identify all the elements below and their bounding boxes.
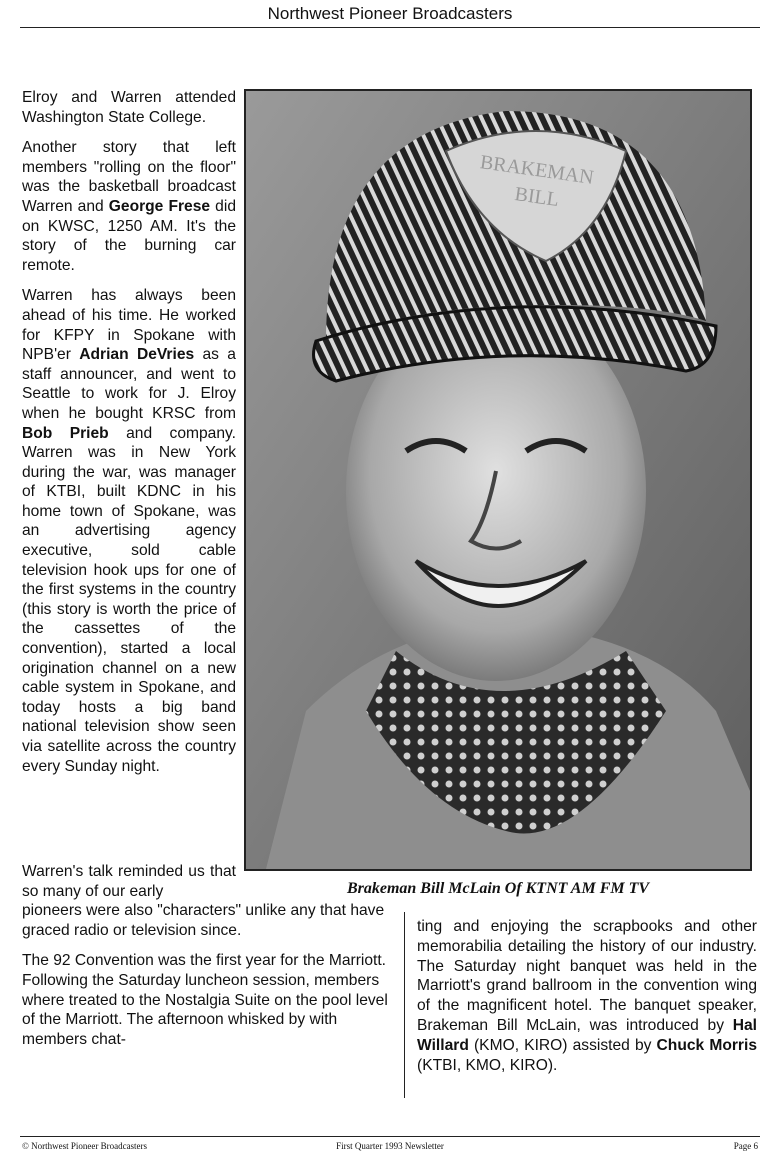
left-column [22,88,236,787]
paragraph: Another story that left members "rolling on the floor" was the basketball broadcast Warren and George Frese did on KWSC, 1250 AM. It's the story of the burning car remote. [22,139,236,274]
column-divider [404,912,405,1098]
footer-page-number: Page 6 [733,1141,758,1151]
paragraph: ting and enjoying the scrapbooks and other memorabilia detailing the history of our industry. The Saturday night banquet was held in the Marriott's grand ballroom in the convention wing of the magnificent hotel. The banquet speaker, Brakeman Bill McLain, was introduced by Hal Willard (KMO, KIRO) assisted by Chuck Morris (KTBI, KMO, KIRO). [417,918,757,1074]
footer-copyright: © Northwest Pioneer Broadcasters [22,1141,148,1151]
cap-badge-text: BRAKEMAN [478,151,596,189]
cap-badge-text: BILL [513,183,561,212]
paragraph: Elroy and Warren attended Washington State College. [22,89,236,126]
portrait-illustration [246,91,750,869]
photo-brakeman-bill [244,89,752,871]
header-rule [20,27,760,28]
paragraph: Warren's talk reminded us that so many of our early pioneers were also "characters" unlike any that have graced radio or television since. [22,863,385,939]
right-column [417,917,757,1075]
footer-issue: First Quarter 1993 Newsletter [336,1141,444,1151]
page-header-title: Northwest Pioneer Broadcasters [267,4,513,23]
photo-caption: Brakeman Bill McLain Of KTNT AM FM TV [346,880,650,897]
footer-rule [20,1136,760,1137]
paragraph: The 92 Convention was the first year for the Marriott. Following the Saturday luncheon session, members where treated to the Nostalgia Suite on the pool level of the Marriott. The afternoon whisked by with members chat- [22,952,388,1048]
paragraph: Warren has always been ahead of his time. He worked for KFPY in Spokane with NPB'er Adrian DeVries as a staff announcer, and went to Seattle to work for J. Elroy when he bought KRSC from Bob Prieb and company. Warren was in New York during the war, was manager of KTBI, built KDNC in his home town of Spokane, was an advertising agency executive, sold cable television hook ups for one of the first systems in the country (this story is worth the price of the cassettes of the convention), started a local origination channel on a new cable system in Spokane, and today hosts a big band national television show seen via satellite across the country every Sunday night. [22,287,236,775]
